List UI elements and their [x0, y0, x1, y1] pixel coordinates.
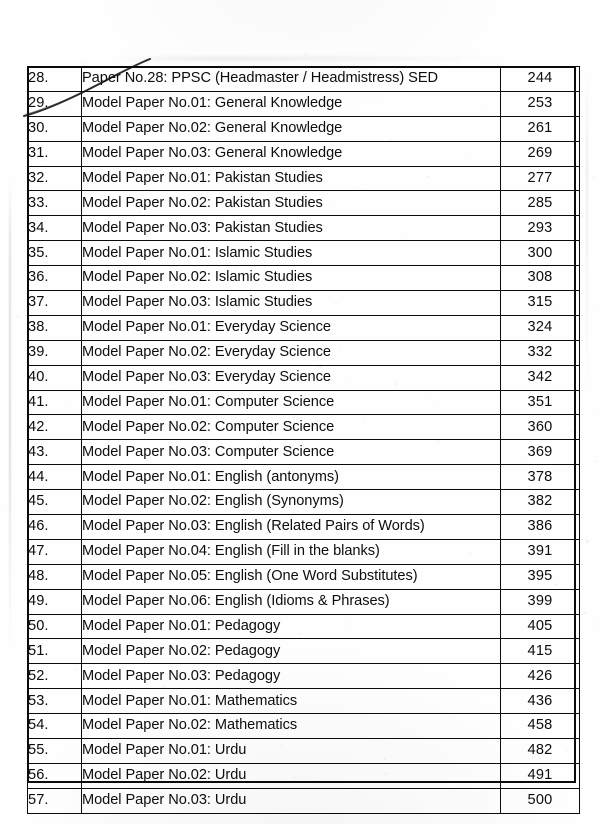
row-serial-number: 49.: [28, 589, 82, 614]
scan-speckle: [330, 200, 331, 201]
scan-speckle: [351, 652, 352, 653]
table-row: [28, 515, 580, 540]
table-row: [28, 390, 580, 415]
row-page-number: 500: [501, 788, 580, 813]
scan-speckle: [16, 316, 19, 319]
table-row: [28, 490, 580, 515]
row-serial-number: 48.: [28, 564, 82, 589]
row-page-number: 285: [501, 191, 580, 216]
scan-speckle: [469, 158, 470, 159]
scan-speckle: [446, 677, 448, 679]
row-page-number: 426: [501, 664, 580, 689]
scan-speckle: [433, 118, 434, 119]
scan-speckle: [323, 225, 325, 227]
scan-speckle: [540, 183, 542, 185]
table-row: [28, 315, 580, 340]
row-title: Model Paper No.01: Everyday Science: [82, 315, 501, 340]
row-serial-number: 30.: [28, 116, 82, 141]
scan-streak-right: [586, 70, 588, 400]
table-row: [28, 639, 580, 664]
table-row: [28, 664, 580, 689]
row-serial-number: 38.: [28, 315, 82, 340]
scan-speckle: [559, 470, 561, 472]
scan-speckle: [555, 583, 558, 586]
scan-speckle: [531, 563, 532, 564]
scan-speckle: [115, 201, 116, 202]
scan-speckle: [50, 187, 52, 189]
row-serial-number: 39.: [28, 340, 82, 365]
row-title: Model Paper No.02: Mathematics: [82, 714, 501, 739]
scan-speckle: [34, 186, 35, 187]
scan-speckle: [216, 137, 218, 139]
row-page-number: 351: [501, 390, 580, 415]
table-row: [28, 415, 580, 440]
row-title: Model Paper No.02: Islamic Studies: [82, 266, 501, 291]
scan-speckle: [567, 750, 568, 751]
scan-speckle: [96, 149, 97, 150]
row-serial-number: 28.: [28, 67, 82, 92]
table-row: [28, 714, 580, 739]
scan-speckle: [395, 383, 397, 385]
row-page-number: 261: [501, 116, 580, 141]
scan-speckle: [470, 552, 472, 554]
row-title: Model Paper No.03: Pedagogy: [82, 664, 501, 689]
scan-speckle: [144, 565, 145, 566]
row-serial-number: 55.: [28, 739, 82, 764]
row-page-number: 391: [501, 539, 580, 564]
row-serial-number: 31.: [28, 141, 82, 166]
scan-speckle: [171, 166, 172, 167]
table-row: [28, 763, 580, 788]
row-serial-number: 57.: [28, 788, 82, 813]
row-title: Model Paper No.03: Everyday Science: [82, 365, 501, 390]
row-page-number: 378: [501, 465, 580, 490]
row-title: Model Paper No.02: Pakistan Studies: [82, 191, 501, 216]
row-page-number: 293: [501, 216, 580, 241]
scan-speckle: [238, 406, 240, 408]
row-serial-number: 50.: [28, 614, 82, 639]
scan-speckle: [384, 758, 386, 760]
row-title: Model Paper No.03: Pakistan Studies: [82, 216, 501, 241]
row-serial-number: 29.: [28, 91, 82, 116]
scan-speckle: [358, 513, 359, 514]
row-serial-number: 56.: [28, 763, 82, 788]
row-serial-number: 42.: [28, 415, 82, 440]
row-serial-number: 45.: [28, 490, 82, 515]
scan-speckle: [64, 204, 65, 205]
scan-speckle: [89, 744, 91, 746]
row-serial-number: 34.: [28, 216, 82, 241]
scan-speckle: [152, 539, 154, 541]
table-row: [28, 614, 580, 639]
scan-speckle: [355, 785, 356, 786]
table-row: [28, 788, 580, 813]
row-title: Model Paper No.01: Pakistan Studies: [82, 166, 501, 191]
row-page-number: 269: [501, 141, 580, 166]
scan-speckle: [385, 773, 387, 775]
table-row: [28, 166, 580, 191]
row-page-number: 342: [501, 365, 580, 390]
table-row: [28, 141, 580, 166]
scan-speckle: [155, 119, 156, 120]
table-row: [28, 689, 580, 714]
row-title: Model Paper No.01: English (antonyms): [82, 465, 501, 490]
row-page-number: 436: [501, 689, 580, 714]
row-title: Model Paper No.01: General Knowledge: [82, 91, 501, 116]
scan-speckle: [304, 53, 307, 56]
scan-speckle: [75, 668, 77, 670]
scan-speckle: [581, 216, 582, 217]
scan-streak-left: [9, 180, 11, 650]
scan-speckle: [546, 264, 548, 266]
scan-speckle: [226, 234, 227, 235]
scan-speckle: [356, 187, 357, 188]
row-serial-number: 46.: [28, 515, 82, 540]
table-row: [28, 241, 580, 266]
scan-smudge: [110, 56, 510, 61]
table-row: [28, 116, 580, 141]
scan-speckle: [235, 265, 237, 267]
row-page-number: 386: [501, 515, 580, 540]
row-serial-number: 53.: [28, 689, 82, 714]
row-serial-number: 35.: [28, 241, 82, 266]
row-serial-number: 52.: [28, 664, 82, 689]
row-serial-number: 37.: [28, 291, 82, 316]
row-page-number: 369: [501, 440, 580, 465]
row-title: Model Paper No.05: English (One Word Substitutes): [82, 564, 501, 589]
row-page-number: 308: [501, 266, 580, 291]
scan-speckle: [586, 540, 589, 543]
table-row: [28, 216, 580, 241]
scan-speckle: [356, 727, 357, 728]
row-page-number: 360: [501, 415, 580, 440]
contents-table-body: [28, 67, 580, 814]
scan-speckle: [201, 290, 202, 291]
row-page-number: 491: [501, 763, 580, 788]
scan-speckle: [481, 105, 483, 107]
table-row: [28, 564, 580, 589]
row-page-number: 300: [501, 241, 580, 266]
contents-table: [27, 66, 580, 814]
row-title: Model Paper No.04: English (Fill in the blanks): [82, 539, 501, 564]
scan-speckle: [223, 546, 224, 547]
scan-speckle: [432, 401, 433, 402]
row-title: Paper No.28: PPSC (Headmaster / Headmistress) SED: [82, 67, 501, 92]
row-title: Model Paper No.01: Computer Science: [82, 390, 501, 415]
table-row: [28, 589, 580, 614]
scan-speckle: [351, 753, 352, 754]
scan-speckle: [292, 92, 294, 94]
row-page-number: 482: [501, 739, 580, 764]
scan-speckle: [264, 91, 266, 93]
scan-speckle: [139, 211, 141, 213]
row-page-number: 415: [501, 639, 580, 664]
table-row: [28, 91, 580, 116]
scan-speckle: [144, 417, 146, 419]
scan-speckle: [400, 409, 401, 410]
scan-speckle: [273, 110, 275, 112]
row-page-number: 324: [501, 315, 580, 340]
row-title: Model Paper No.01: Islamic Studies: [82, 241, 501, 266]
row-serial-number: 47.: [28, 539, 82, 564]
row-serial-number: 44.: [28, 465, 82, 490]
row-title: Model Paper No.01: Mathematics: [82, 689, 501, 714]
table-row: [28, 739, 580, 764]
row-title: Model Paper No.03: English (Related Pairs of Words): [82, 515, 501, 540]
scan-speckle: [297, 169, 299, 171]
scan-speckle: [412, 140, 414, 142]
row-title: Model Paper No.01: Urdu: [82, 739, 501, 764]
scan-speckle: [35, 368, 38, 371]
table-row: [28, 291, 580, 316]
scan-speckle: [244, 301, 246, 303]
row-serial-number: 43.: [28, 440, 82, 465]
scan-speckle: [338, 348, 340, 350]
scan-speckle: [310, 124, 311, 125]
table-row: [28, 539, 580, 564]
scan-speckle: [270, 431, 273, 434]
scan-speckle: [554, 309, 555, 310]
scan-speckle: [189, 506, 190, 507]
row-title: Model Paper No.02: Everyday Science: [82, 340, 501, 365]
scan-speckle: [267, 78, 269, 80]
row-title: Model Paper No.03: General Knowledge: [82, 141, 501, 166]
row-title: Model Paper No.06: English (Idioms & Phrases): [82, 589, 501, 614]
scan-speckle: [404, 107, 405, 108]
row-page-number: 315: [501, 291, 580, 316]
scan-speckle: [280, 745, 281, 746]
table-row: [28, 266, 580, 291]
scan-speckle: [413, 804, 415, 806]
scan-speckle: [147, 346, 148, 347]
row-serial-number: 36.: [28, 266, 82, 291]
scan-speckle: [171, 389, 173, 391]
row-page-number: 458: [501, 714, 580, 739]
row-page-number: 332: [501, 340, 580, 365]
scan-speckle: [46, 164, 47, 165]
scan-speckle: [204, 225, 206, 227]
scan-speckle: [45, 293, 46, 294]
scan-speckle: [81, 61, 84, 64]
row-title: Model Paper No.02: Urdu: [82, 763, 501, 788]
row-title: Model Paper No.03: Islamic Studies: [82, 291, 501, 316]
table-row: [28, 365, 580, 390]
table-row: [28, 191, 580, 216]
scan-speckle: [148, 429, 149, 430]
scan-speckle: [547, 603, 549, 605]
table-row: [28, 440, 580, 465]
scan-speckle: [204, 545, 206, 547]
table-of-contents: [27, 66, 576, 809]
scan-speckle: [50, 313, 51, 314]
scan-speckle: [27, 644, 28, 645]
row-title: Model Paper No.02: Pedagogy: [82, 639, 501, 664]
scan-speckle: [62, 78, 63, 79]
scan-speckle: [101, 284, 102, 285]
row-serial-number: 33.: [28, 191, 82, 216]
scan-speckle: [545, 75, 547, 77]
table-row: [28, 340, 580, 365]
row-title: Model Paper No.02: General Knowledge: [82, 116, 501, 141]
scan-speckle: [574, 516, 576, 518]
table-row: [28, 67, 580, 92]
row-serial-number: 51.: [28, 639, 82, 664]
scan-speckle: [241, 158, 242, 159]
row-title: Model Paper No.03: Computer Science: [82, 440, 501, 465]
row-title: Model Paper No.02: Computer Science: [82, 415, 501, 440]
row-serial-number: 54.: [28, 714, 82, 739]
scan-speckle: [597, 310, 599, 312]
row-page-number: 277: [501, 166, 580, 191]
scan-speckle: [423, 242, 424, 243]
scan-speckle: [555, 66, 557, 68]
scan-speckle: [597, 623, 599, 625]
scan-speckle: [141, 330, 142, 331]
scan-speckle: [570, 430, 572, 432]
row-serial-number: 41.: [28, 390, 82, 415]
row-page-number: 253: [501, 91, 580, 116]
row-page-number: 405: [501, 614, 580, 639]
scan-speckle: [427, 176, 429, 178]
row-title: Model Paper No.03: Urdu: [82, 788, 501, 813]
row-serial-number: 40.: [28, 365, 82, 390]
row-page-number: 395: [501, 564, 580, 589]
row-title: Model Paper No.02: English (Synonyms): [82, 490, 501, 515]
row-serial-number: 32.: [28, 166, 82, 191]
row-page-number: 399: [501, 589, 580, 614]
row-page-number: 382: [501, 490, 580, 515]
row-title: Model Paper No.01: Pedagogy: [82, 614, 501, 639]
table-row: [28, 465, 580, 490]
row-page-number: 244: [501, 67, 580, 92]
